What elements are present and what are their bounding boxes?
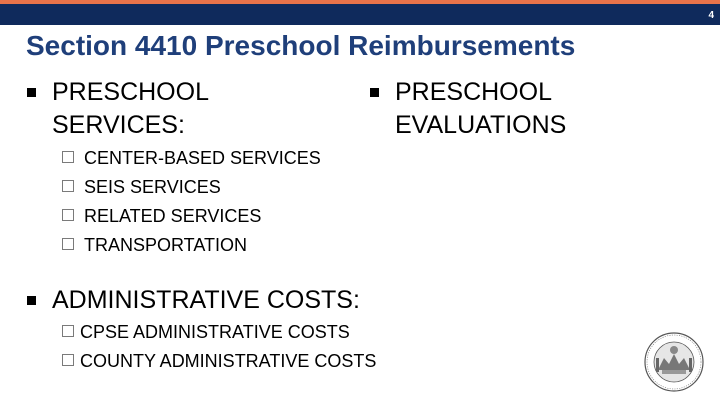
list-item-label: CPSE ADMINISTRATIVE COSTS: [80, 322, 350, 342]
services-heading-line2: SERVICES:: [52, 111, 185, 139]
square-bullet-icon: [370, 88, 379, 97]
checkbox-bullet-icon: [62, 238, 74, 250]
list-item: [62, 318, 376, 347]
list-item-label: SEIS SERVICES: [84, 177, 221, 197]
services-list: [62, 144, 321, 260]
checkbox-bullet-icon: [62, 325, 74, 337]
header-bar: [0, 4, 720, 25]
square-bullet-icon: [27, 88, 36, 97]
checkbox-bullet-icon: [62, 209, 74, 221]
services-heading-line1: PRESCHOOL: [52, 78, 209, 106]
checkbox-bullet-icon: [62, 354, 74, 366]
checkbox-bullet-icon: [62, 151, 74, 163]
list-item-label: RELATED SERVICES: [84, 206, 262, 226]
list-item: [62, 231, 321, 260]
list-item-label: TRANSPORTATION: [84, 235, 248, 255]
admin-heading: ADMINISTRATIVE COSTS:: [52, 286, 360, 314]
slide-title: Section 4410 Preschool Reimbursements: [26, 30, 576, 61]
evaluations-heading-line2: EVALUATIONS: [395, 111, 567, 139]
checkbox-bullet-icon: [62, 180, 74, 192]
list-item: [62, 202, 321, 231]
square-bullet-icon: [27, 296, 36, 305]
list-item: [62, 347, 376, 376]
list-item-label: COUNTY ADMINISTRATIVE COSTS: [80, 351, 377, 371]
evaluations-heading: [395, 76, 566, 142]
list-item: [62, 144, 321, 173]
state-seal-logo: [644, 332, 704, 392]
admin-list: [62, 318, 376, 376]
list-item: [62, 173, 321, 202]
services-heading: [52, 76, 209, 142]
list-item-label: CENTER-BASED SERVICES: [84, 148, 321, 168]
page-number: 4: [708, 10, 714, 21]
evaluations-heading-line1: PRESCHOOL: [395, 78, 552, 106]
